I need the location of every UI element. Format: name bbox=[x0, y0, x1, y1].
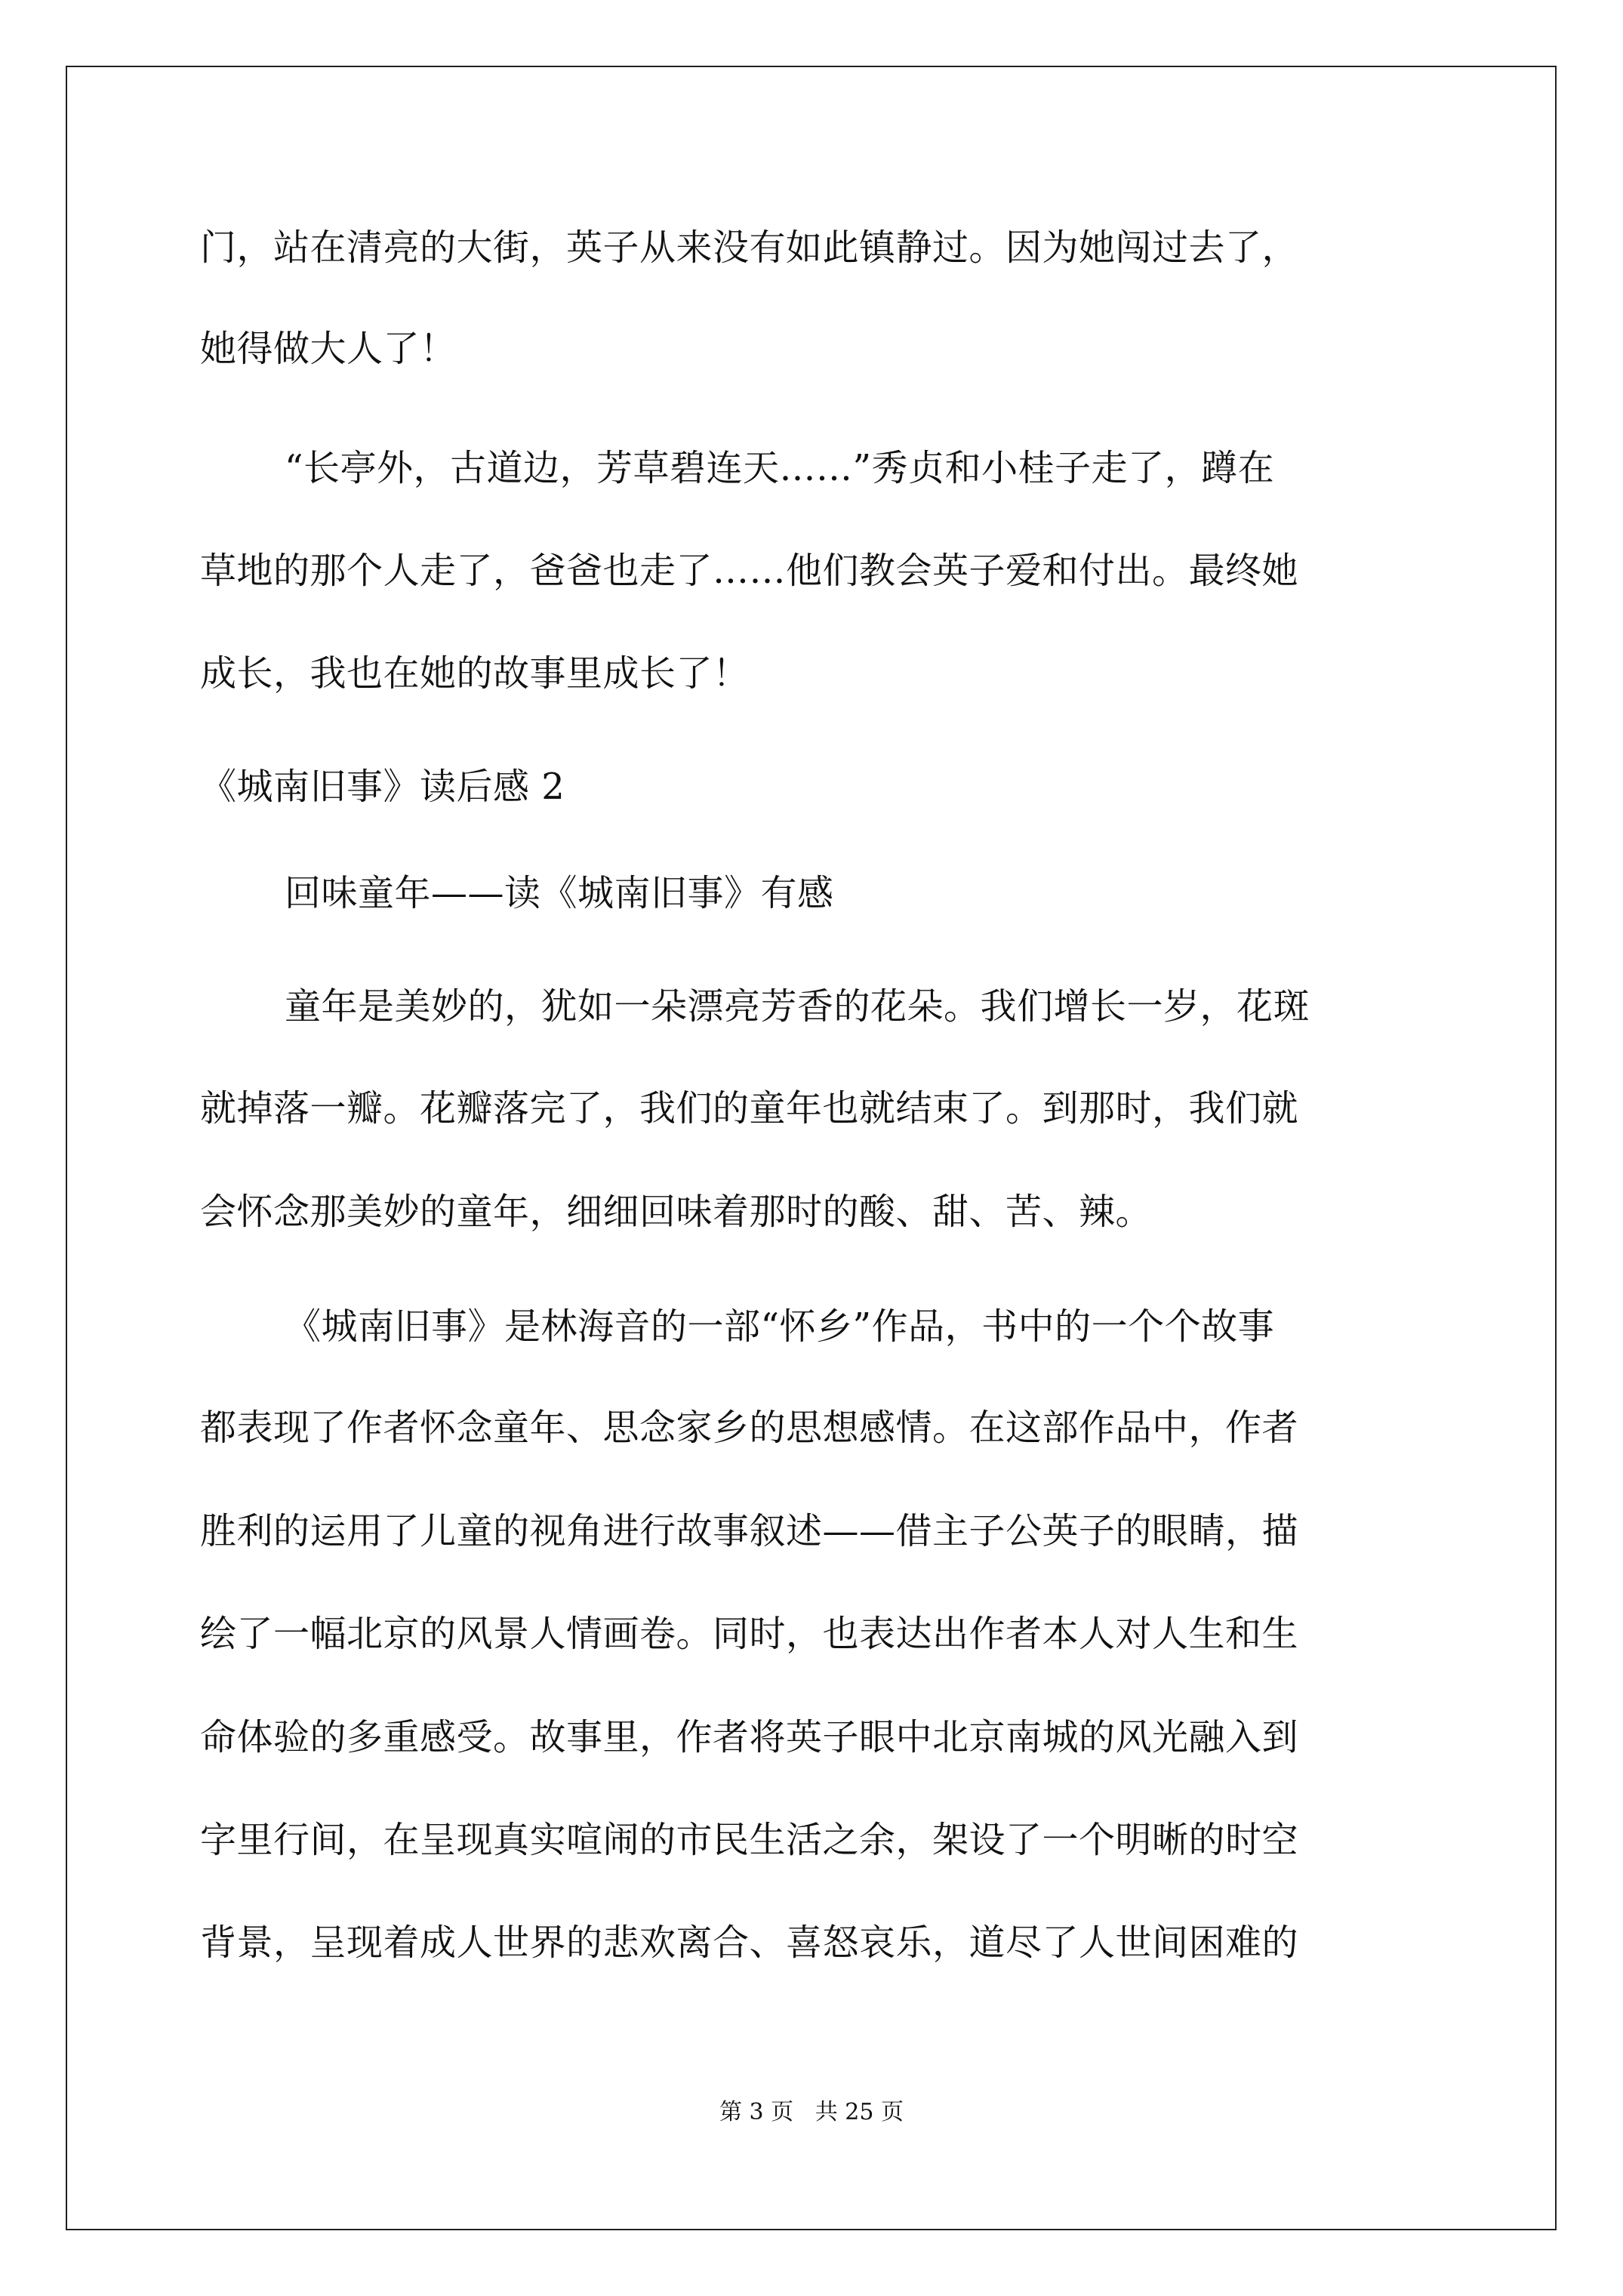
text-line: 命体验的多重感受。故事里，作者将英子眼中北京南城的风光融入到 bbox=[200, 1716, 1299, 1758]
text-line: 会怀念那美妙的童年，细细回味着那时的酸、甜、苦、辣。 bbox=[200, 1191, 1153, 1233]
text-line: 她得做大人了！ bbox=[200, 328, 457, 370]
text-line: 胜利的运用了儿童的视角进行故事叙述——借主子公英子的眼睛，描 bbox=[200, 1510, 1299, 1552]
text-line: 背景，呈现着成人世界的悲欢离合、喜怒哀乐，道尽了人世间困难的 bbox=[200, 1922, 1299, 1964]
section-heading: 《城南旧事》读后感 2 bbox=[200, 766, 565, 808]
page-number-footer: 第 3 页 共 25 页 bbox=[719, 2099, 904, 2125]
text-line: 就掉落一瓣。花瓣落完了，我们的童年也就结束了。到那时，我们就 bbox=[200, 1087, 1299, 1130]
paragraph-first-line: “长亭外，古道边，芳草碧连天……”秀贞和小桂子走了，蹲在 bbox=[285, 447, 1275, 489]
text-line: 都表现了作者怀念童年、思念家乡的思想感情。在这部作品中，作者 bbox=[200, 1407, 1299, 1449]
article-title: 回味童年——读《城南旧事》有感 bbox=[285, 872, 834, 914]
paragraph-first-line: 《城南旧事》是林海音的一部“怀乡”作品，书中的一个个故事 bbox=[285, 1305, 1275, 1348]
text-line: 绘了一幅北京的风景人情画卷。同时，也表达出作者本人对人生和生 bbox=[200, 1613, 1299, 1655]
text-line: 成长，我也在她的故事里成长了！ bbox=[200, 652, 750, 695]
text-line: 草地的那个人走了，爸爸也走了……他们教会英子爱和付出。最终她 bbox=[200, 550, 1299, 592]
page-border bbox=[66, 66, 1557, 2230]
paragraph-first-line: 童年是美妙的，犹如一朵漂亮芳香的花朵。我们增长一岁，花斑 bbox=[285, 985, 1310, 1028]
text-line: 字里行间，在呈现真实喧闹的市民生活之余，架设了一个明晰的时空 bbox=[200, 1819, 1299, 1861]
text-line: 门，站在清亮的大街，英子从来没有如此镇静过。因为她闯过去了， bbox=[200, 227, 1299, 269]
